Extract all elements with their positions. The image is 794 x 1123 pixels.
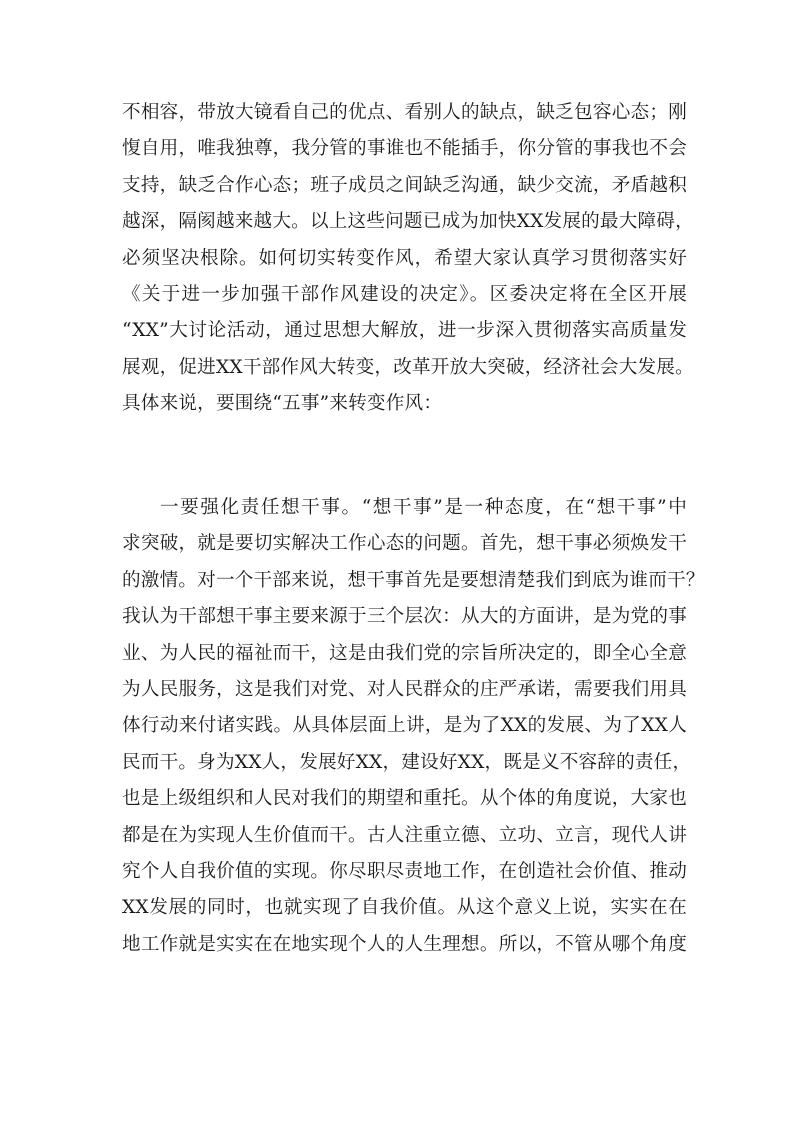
paragraph-line: 不相容，带放大镜看自己的优点、看别人的缺点，缺乏包容心态；刚: [122, 102, 687, 123]
paragraph-line: 的激情。对一个干部来说，想干事首先是要想清楚我们到底为谁而干？: [122, 569, 705, 591]
paragraph-line: 我认为干部想干事主要来源于三个层次：从大的方面讲，是为党的事: [122, 606, 687, 628]
paragraph-line: 地工作就是实实在在地实现个人的人生理想。所以，不管从哪个角度: [122, 933, 687, 955]
paragraph-1: [122, 95, 694, 423]
paragraph-line: 为人民服务，这是我们对党、对人民群众的庄严承诺，需要我们用具: [122, 678, 687, 700]
paragraph-line: 体行动来付诸实践。从具体层面上讲，是为了XX的发展、为了XX人: [122, 715, 687, 737]
paragraph-line: 求突破，就是要切实解决工作心态的问题。首先，想干事必须焕发干: [122, 533, 687, 555]
paragraph-line: “XX”大讨论活动，通过思想大解放，进一步深入贯彻落实高质量发: [122, 320, 687, 342]
paragraph-line: XX发展的同时，也就实现了自我价值。从这个意义上说，实实在在: [122, 897, 687, 919]
paragraph-line: 民而干。身为XX人，发展好XX，建设好XX，既是义不容辞的责任，: [122, 751, 692, 773]
paragraph-line: 愎自用，唯我独尊，我分管的事谁也不能插手，你分管的事我也不会: [122, 138, 687, 160]
paragraph-line: 展观，促进XX干部作风大转变，改革开放大突破，经济社会大发展。: [122, 356, 694, 378]
paragraph-line: 越深，隔阂越来越大。以上这些问题已成为加快XX发展的最大障碍，: [122, 211, 694, 233]
paragraph-line: 都是在为实现人生价值而干。古人注重立德、立功、立言，现代人讲: [122, 824, 687, 846]
paragraph-line: 一要强化责任想干事。“想干事”是一种态度，在“想干事”中: [160, 497, 687, 518]
paragraph-line: 支持，缺乏合作心态；班子成员之间缺乏沟通，缺少交流，矛盾越积: [122, 174, 687, 196]
paragraph-line: 具体来说，要围绕“五事”来转变作风：: [122, 393, 443, 415]
paragraph-line: 究个人自我价值的实现。你尽职尽责地工作，在创造社会价值、推动: [122, 860, 687, 882]
paragraph-line: 必须坚决根除。如何切实转变作风，希望大家认真学习贯彻落实好: [122, 247, 687, 269]
paragraph-2: [122, 490, 705, 963]
paragraph-line: 也是上级组织和人民对我们的期望和重托。从个体的角度说，大家也: [122, 788, 687, 810]
paragraph-line: 业、为人民的福祉而干，这是由我们党的宗旨所决定的，即全心全意: [122, 642, 687, 664]
paragraph-line: 《关于进一步加强干部作风建设的决定》。区委决定将在全区开展: [122, 283, 687, 305]
